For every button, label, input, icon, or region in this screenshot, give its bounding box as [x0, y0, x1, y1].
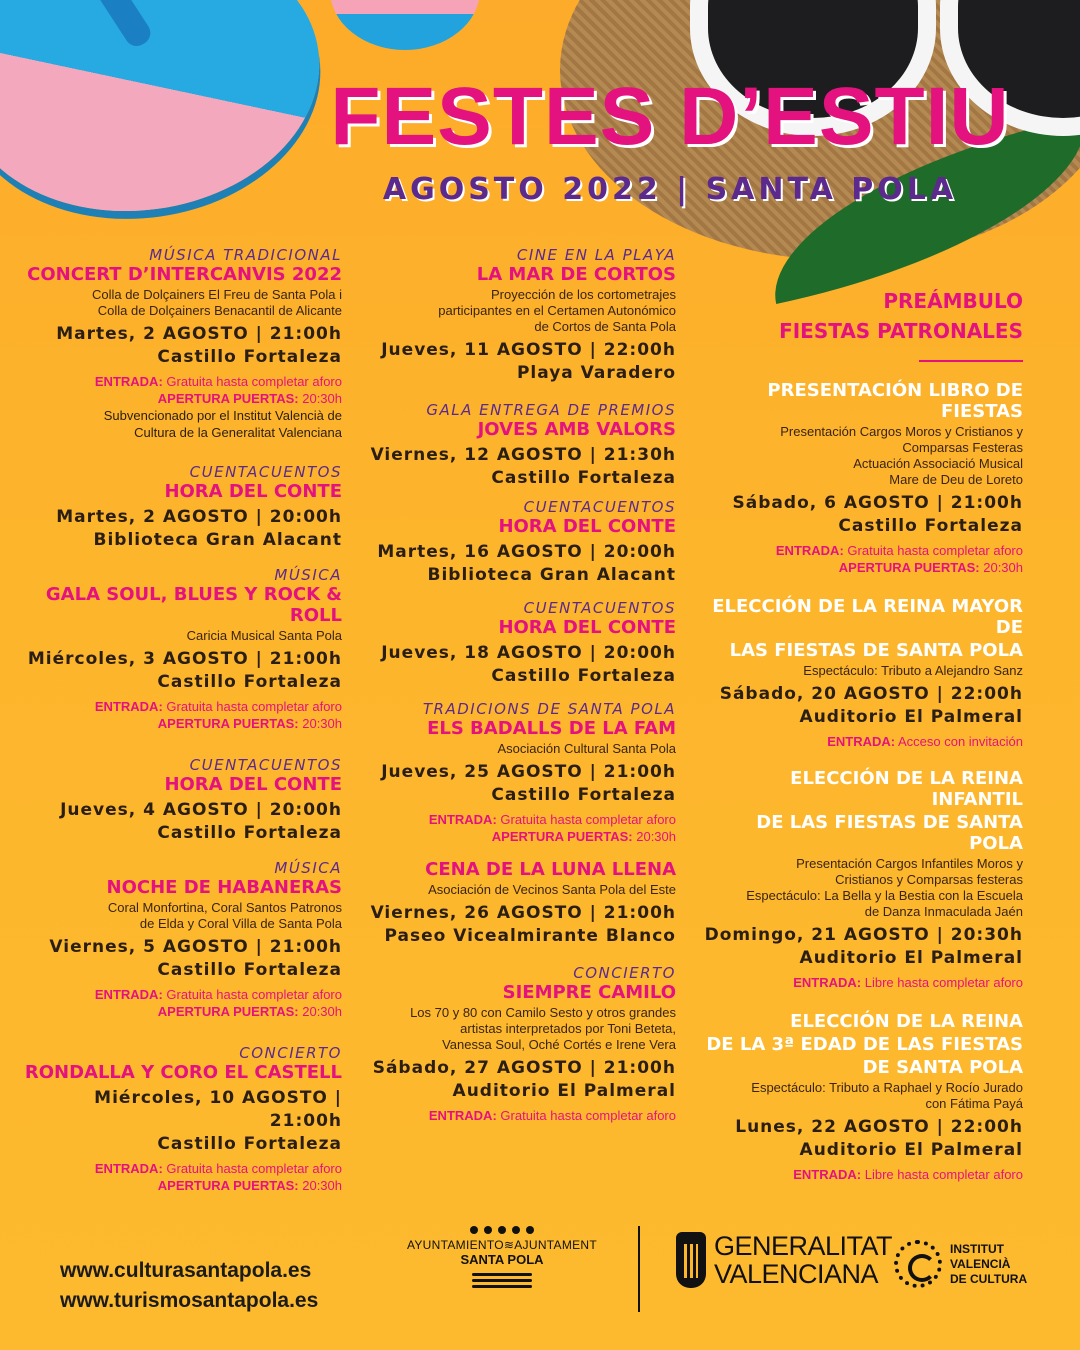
- event-date: Domingo, 21 AGOSTO | 20:30h: [704, 925, 1023, 945]
- event-date: Lunes, 22 AGOSTO | 22:00h: [735, 1117, 1023, 1137]
- event-date: Martes, 2 AGOSTO | 21:00h: [56, 324, 342, 344]
- event-block: [700, 1011, 1023, 1183]
- entrada-label: ENTRADA:: [94, 699, 163, 714]
- event-place: Auditorio El Palmeral: [799, 948, 1023, 968]
- event-description: Asociación de Vecinos Santa Pola del Este: [428, 882, 676, 897]
- event-place: Castillo Fortaleza: [491, 785, 676, 805]
- event-description: de Elda y Coral Villa de Santa Pola: [139, 916, 342, 931]
- event-title: PRESENTACIÓN LIBRO DE FIESTAS: [767, 380, 1023, 422]
- event-block: [20, 246, 342, 441]
- event-title: CONCERT D’INTERCANVIS 2022: [27, 264, 342, 285]
- event-date: Martes, 16 AGOSTO | 20:00h: [377, 542, 676, 562]
- event-description: Vanessa Soul, Oché Cortés e Irene Vera: [442, 1037, 676, 1052]
- divider: [638, 1226, 640, 1312]
- page-title: FESTES D’ESTIU: [330, 71, 1010, 162]
- event-entrada: [20, 1160, 342, 1177]
- event-place: Castillo Fortaleza: [838, 516, 1023, 536]
- event-description: Espectáculo: Tributo a Raphael y Rocío Jurado: [751, 1080, 1023, 1095]
- ayuntamiento-sub: SANTA POLA: [460, 1252, 544, 1267]
- entrada-value: Gratuita hasta completar aforo: [166, 374, 342, 389]
- event-block: [360, 401, 676, 490]
- event-place: Castillo Fortaleza: [491, 468, 676, 488]
- event-category: TRADICIONS DE SANTA POLA: [422, 700, 676, 718]
- event-title: GALA SOUL, BLUES Y ROCK & ROLL: [45, 584, 342, 626]
- event-description: Caricia Musical Santa Pola: [186, 628, 342, 643]
- event-title: LA MAR DE CORTOS: [476, 264, 676, 285]
- ivc-text: INSTITUT: [950, 1241, 1004, 1256]
- event-title: DE LA 3ª EDAD DE LAS FIESTAS: [706, 1034, 1023, 1055]
- event-apertura: [700, 559, 1023, 576]
- event-title: DE LAS FIESTAS DE SANTA POLA: [756, 812, 1023, 854]
- event-category: MÚSICA TRADICIONAL: [149, 246, 342, 264]
- event-title: CENA DE LA LUNA LLENA: [425, 859, 676, 880]
- event-title: HORA DEL CONTE: [164, 481, 342, 502]
- event-title: LAS FIESTAS DE SANTA POLA: [729, 640, 1023, 661]
- event-block: [700, 768, 1023, 991]
- event-place: Auditorio El Palmeral: [452, 1081, 676, 1101]
- entrada-label: ENTRADA:: [827, 734, 896, 749]
- event-description: Comparsas Festeras: [902, 440, 1023, 455]
- event-category: CONCIERTO: [573, 964, 676, 982]
- apertura-value: 20:30h: [983, 560, 1023, 575]
- event-note: Cultura de la Generalitat Valenciana: [134, 425, 342, 440]
- event-date: Sábado, 6 AGOSTO | 21:00h: [732, 493, 1023, 513]
- footer-links: [60, 1256, 318, 1316]
- entrada-value: Gratuita hasta completar aforo: [166, 987, 342, 1002]
- entrada-value: Gratuita hasta completar aforo: [166, 1161, 342, 1176]
- event-description: Presentación Cargos Infantiles Moros y: [796, 856, 1023, 871]
- entrada-value: Gratuita hasta completar aforo: [500, 812, 676, 827]
- apertura-label: APERTURA PUERTAS:: [838, 560, 980, 575]
- entrada-value: Acceso con invitación: [897, 734, 1023, 749]
- entrada-value: Gratuita hasta completar aforo: [500, 1108, 676, 1123]
- event-place: Castillo Fortaleza: [491, 666, 676, 686]
- preambulo-heading-line: PREÁMBULO: [883, 289, 1023, 313]
- event-date: Sábado, 27 AGOSTO | 21:00h: [372, 1058, 676, 1078]
- event-place: Castillo Fortaleza: [157, 823, 342, 843]
- event-title: ELECCIÓN DE LA REINA INFANTIL: [790, 768, 1023, 810]
- event-description: Espectáculo: Tributo a Alejandro Sanz: [803, 663, 1023, 678]
- ayuntamiento-name: AYUNTAMIENTO≋AJUNTAMENT: [406, 1238, 598, 1252]
- event-place: Biblioteca Gran Alacant: [93, 530, 342, 550]
- apertura-label: APERTURA PUERTAS:: [157, 391, 299, 406]
- apertura-label: APERTURA PUERTAS:: [157, 1004, 299, 1019]
- event-place: Castillo Fortaleza: [157, 1134, 342, 1154]
- event-note: Subvencionado por el Institut Valencià de: [103, 408, 342, 423]
- ayuntamiento-logo: [396, 1226, 608, 1291]
- event-block: [20, 566, 342, 732]
- event-title: ELS BADALLS DE LA FAM: [427, 718, 676, 739]
- event-title: HORA DEL CONTE: [498, 617, 676, 638]
- divider: [919, 360, 1023, 362]
- event-entrada: [20, 373, 342, 390]
- entrada-label: ENTRADA:: [94, 1161, 163, 1176]
- event-block: [20, 1044, 342, 1194]
- event-date: Viernes, 12 AGOSTO | 21:30h: [370, 445, 676, 465]
- entrada-label: ENTRADA:: [793, 1167, 862, 1182]
- events-column-2: [360, 246, 676, 1134]
- event-date: Miércoles, 3 AGOSTO | 21:00h: [27, 649, 342, 669]
- event-block: [360, 700, 676, 845]
- event-entrada: [700, 542, 1023, 559]
- event-block: [360, 964, 676, 1124]
- event-category: CINE EN LA PLAYA: [516, 246, 676, 264]
- event-description: de Danza Inmaculada Jaén: [864, 904, 1023, 919]
- event-title: ELECCIÓN DE LA REINA MAYOR DE: [712, 596, 1023, 638]
- event-title: SIEMPRE CAMILO: [502, 982, 676, 1003]
- apertura-label: APERTURA PUERTAS:: [491, 829, 633, 844]
- event-title: ELECCIÓN DE LA REINA: [790, 1011, 1023, 1032]
- event-description: con Fátima Payá: [925, 1096, 1023, 1111]
- event-date: Jueves, 4 AGOSTO | 20:00h: [60, 800, 342, 820]
- event-category: CUENTACUENTOS: [523, 599, 676, 617]
- event-block: [20, 463, 342, 552]
- apertura-label: APERTURA PUERTAS:: [157, 716, 299, 731]
- event-date: Jueves, 25 AGOSTO | 21:00h: [381, 762, 676, 782]
- event-description: artistas interpretados por Toni Beteta,: [460, 1021, 676, 1036]
- event-apertura: [20, 390, 342, 407]
- event-apertura: [360, 828, 676, 845]
- event-place: Playa Varadero: [516, 363, 676, 383]
- event-category: CONCIERTO: [239, 1044, 342, 1062]
- events-column-1: [20, 246, 342, 1208]
- event-description: de Cortos de Santa Pola: [534, 319, 676, 334]
- event-description: Asociación Cultural Santa Pola: [497, 741, 676, 756]
- event-block: [360, 859, 676, 948]
- events-column-3: [700, 246, 1023, 1197]
- event-category: CUENTACUENTOS: [189, 756, 342, 774]
- event-place: Biblioteca Gran Alacant: [427, 565, 676, 585]
- event-description: Proyección de los cortometrajes: [491, 287, 676, 302]
- entrada-label: ENTRADA:: [775, 543, 844, 558]
- entrada-label: ENTRADA:: [94, 987, 163, 1002]
- entrada-label: ENTRADA:: [793, 975, 862, 990]
- event-title: HORA DEL CONTE: [164, 774, 342, 795]
- event-block: [360, 246, 676, 385]
- event-entrada: [700, 1166, 1023, 1183]
- event-description: Colla de Dolçainers El Freu de Santa Pola i: [91, 287, 342, 302]
- entrada-label: ENTRADA:: [94, 374, 163, 389]
- event-apertura: [20, 715, 342, 732]
- event-category: CUENTACUENTOS: [523, 498, 676, 516]
- event-description: Mare de Deu de Loreto: [889, 472, 1023, 487]
- event-description: Cristianos y Comparsas festeras: [835, 872, 1023, 887]
- event-date: Miércoles, 10 AGOSTO | 21:00h: [94, 1088, 342, 1131]
- event-category: MÚSICA: [274, 566, 342, 584]
- apertura-value: 20:30h: [302, 1178, 342, 1193]
- event-place: Auditorio El Palmeral: [799, 1140, 1023, 1160]
- website-link[interactable]: www.culturasantapola.es: [60, 1259, 312, 1282]
- event-description: participantes en el Certamen Autonómico: [438, 303, 676, 318]
- event-title: DE SANTA POLA: [862, 1057, 1023, 1078]
- apertura-value: 20:30h: [302, 1004, 342, 1019]
- event-category: MÚSICA: [274, 859, 342, 877]
- event-entrada: [700, 974, 1023, 991]
- event-block: [360, 498, 676, 587]
- ivc-logo: [894, 1240, 1027, 1288]
- ivc-text: DE CULTURA: [950, 1271, 1028, 1286]
- event-description: Coral Monfortina, Coral Santos Patronos: [107, 900, 342, 915]
- entrada-value: Libre hasta completar aforo: [864, 1167, 1023, 1182]
- event-apertura: [20, 1003, 342, 1020]
- event-description: Presentación Cargos Moros y Cristianos y: [780, 424, 1023, 439]
- entrada-label: ENTRADA:: [428, 812, 497, 827]
- event-block: [700, 596, 1023, 750]
- apertura-value: 20:30h: [636, 829, 676, 844]
- event-date: Jueves, 11 AGOSTO | 22:00h: [381, 340, 676, 360]
- apertura-value: 20:30h: [302, 391, 342, 406]
- event-description: Actuación Associació Musical: [853, 456, 1023, 471]
- event-place: Paseo Vicealmirante Blanco: [384, 926, 676, 946]
- event-title: RONDALLA Y CORO EL CASTELL: [24, 1062, 342, 1083]
- event-entrada: [700, 733, 1023, 750]
- event-date: Viernes, 5 AGOSTO | 21:00h: [49, 937, 342, 957]
- entrada-label: ENTRADA:: [428, 1108, 497, 1123]
- apertura-label: APERTURA PUERTAS:: [157, 1178, 299, 1193]
- event-title: NOCHE DE HABANERAS: [106, 877, 342, 898]
- entrada-value: Gratuita hasta completar aforo: [166, 699, 342, 714]
- event-date: Jueves, 18 AGOSTO | 20:00h: [381, 643, 676, 663]
- event-apertura: [20, 1177, 342, 1194]
- page-subtitle: AGOSTO 2022 | SANTA POLA: [382, 172, 958, 207]
- ivc-text: VALENCIÀ: [950, 1256, 1011, 1271]
- entrada-value: Gratuita hasta completar aforo: [847, 543, 1023, 558]
- event-category: CUENTACUENTOS: [189, 463, 342, 481]
- event-description: Colla de Dolçainers Benacantil de Alicante: [97, 303, 342, 318]
- event-block: [20, 859, 342, 1020]
- preambulo-heading-line: FIESTAS PATRONALES: [779, 319, 1023, 343]
- event-block: [20, 756, 342, 845]
- event-entrada: [20, 698, 342, 715]
- event-entrada: [360, 1107, 676, 1124]
- event-block: [360, 599, 676, 688]
- event-title: HORA DEL CONTE: [498, 516, 676, 537]
- event-place: Castillo Fortaleza: [157, 347, 342, 367]
- event-entrada: [360, 811, 676, 828]
- flip-flop-image: [330, 0, 480, 50]
- event-entrada: [20, 986, 342, 1003]
- event-place: Auditorio El Palmeral: [799, 707, 1023, 727]
- entrada-value: Libre hasta completar aforo: [864, 975, 1023, 990]
- event-place: Castillo Fortaleza: [157, 672, 342, 692]
- event-description: Los 70 y 80 con Camilo Sesto y otros grandes: [410, 1005, 676, 1020]
- generalitat-logo: [676, 1232, 892, 1288]
- event-date: Martes, 2 AGOSTO | 20:00h: [56, 507, 342, 527]
- event-place: Castillo Fortaleza: [157, 960, 342, 980]
- apertura-value: 20:30h: [302, 716, 342, 731]
- generalitat-text: GENERALITAT: [714, 1231, 893, 1261]
- event-category: GALA ENTREGA DE PREMIOS: [426, 401, 676, 419]
- event-date: Sábado, 20 AGOSTO | 22:00h: [719, 684, 1023, 704]
- event-date: Viernes, 26 AGOSTO | 21:00h: [370, 903, 676, 923]
- event-title: JOVES AMB VALORS: [477, 419, 676, 440]
- event-description: Espectáculo: La Bella y la Bestia con la Escuela: [746, 888, 1023, 903]
- website-link[interactable]: www.turismosantapola.es: [60, 1289, 319, 1312]
- generalitat-text: VALENCIANA: [714, 1259, 879, 1289]
- event-block: [700, 380, 1023, 576]
